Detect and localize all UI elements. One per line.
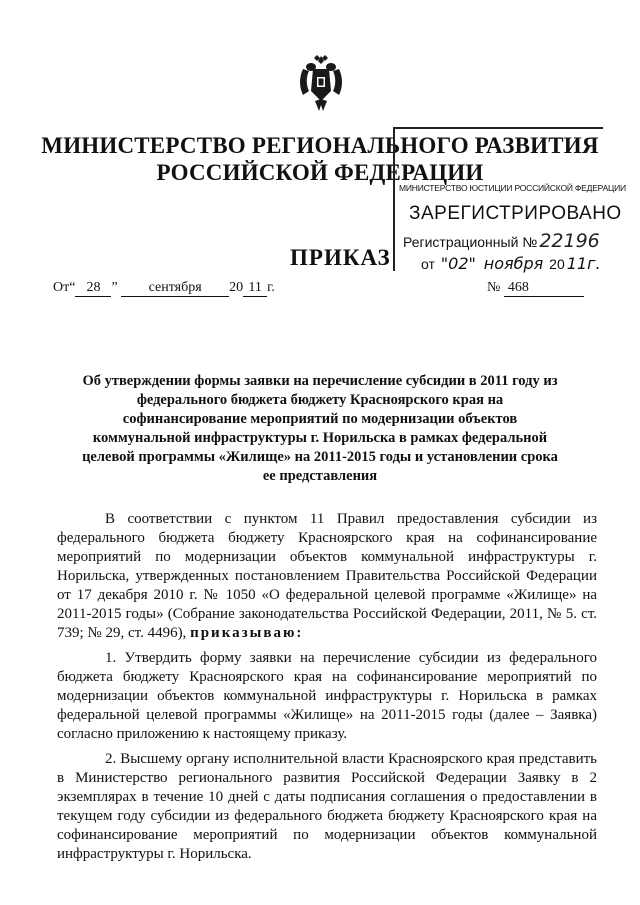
item-1-paragraph: 1. Утвердить форму заявки на перечисление субсидии из федерального бюджета бюджету Красноярского края на софинансирование мероприятий по модернизации объектов коммунальной инфраструктуры г. Норильска в рамках федеральной целевой программы «Жилище» на 2011-2015 годы (далее – Заявка) согласно приложению к настоящему приказу. bbox=[57, 650, 597, 742]
date-open-quote: “ bbox=[69, 280, 76, 295]
order-title: Об утверждении формы заявки на перечисление субсидии в 2011 году из федерального бюджета бюджету Красноярского края на софинансирование мероприятий по модернизации объектов коммунальной инфраструктуры г. Норильска в рамках федеральной целевой программы «Жилище» на 2011-2015 годы и установлении срока ее представления bbox=[82, 373, 558, 484]
stamp-reg-number-handwritten: 22196 bbox=[539, 230, 600, 252]
date-close-quote: ” bbox=[111, 280, 118, 295]
stamp-reg-label: Регистрационный № bbox=[403, 234, 538, 250]
registration-stamp bbox=[393, 127, 626, 273]
date-year-prefix: 20 bbox=[229, 280, 244, 295]
date-year: 11 bbox=[243, 280, 267, 297]
preamble-text: В соответствии с пунктом 11 Правил предоставления субсидии из федерального бюджета бюджету Красноярского края на софинансирование мероприятий по модернизации объектов коммунальной инфраструктуры г. Норильска, утвержденных постановлением Правительства Российской Федерации от 17 декабря 2010 г. № 1050 «О федеральной целевой программе «Жилище» на 2011-2015 годы» (Собрание законодательства Российской Федерации, 2011, № 5. ст. 739; № 29, ст. 4496), bbox=[57, 511, 597, 641]
date-prefix: От bbox=[53, 280, 70, 295]
date-year-suffix: г. bbox=[267, 280, 275, 295]
coat-of-arms-emblem bbox=[297, 55, 345, 113]
stamp-registration-number bbox=[403, 230, 600, 252]
preamble-paragraph bbox=[57, 510, 597, 643]
stamp-date-month: ноября bbox=[483, 254, 544, 273]
order-number-value: 468 bbox=[504, 280, 584, 297]
stamp-registration-date bbox=[421, 254, 603, 273]
ministry-name-line2: РОССИЙСКОЙ ФЕДЕРАЦИИ bbox=[156, 160, 484, 185]
stamp-date-year: 11г. bbox=[566, 254, 601, 273]
item-2-paragraph: 2. Высшему органу исполнительной власти Красноярского края представить в Министерство регионального развития Российской Федерации Заявку в 2 экземплярах в течение 10 дней с даты подписания соглашения о предоставлении в текущем году субсидии из федерального бюджета бюджету Красноярского края на софинансирование мероприятий по модернизации объектов коммунальной инфраструктуры г. Норильска. bbox=[57, 751, 597, 862]
order-word: приказываю: bbox=[190, 625, 304, 641]
order-number bbox=[487, 280, 584, 297]
order-number-label: № bbox=[487, 280, 501, 295]
stamp-date-prefix: от bbox=[421, 256, 435, 272]
document-type: ПРИКАЗ bbox=[290, 245, 391, 270]
date-day: 28 bbox=[75, 280, 111, 297]
stamp-ministry-of-justice: МИНИСТЕРСТВО ЮСТИЦИИ РОССИЙСКОЙ ФЕДЕРАЦИИ bbox=[399, 183, 626, 193]
stamp-date-year-prefix: 20 bbox=[549, 256, 565, 272]
order-body bbox=[57, 510, 597, 870]
stamp-registered-label: ЗАРЕГИСТРИРОВАНО bbox=[409, 203, 622, 224]
ministry-name-line1: МИНИСТЕРСТВО РЕГИОНАЛЬНОГО РАЗВИТИЯ bbox=[41, 133, 599, 158]
order-date bbox=[53, 280, 275, 297]
date-month: сентября bbox=[121, 280, 229, 297]
stamp-date-day: "02" bbox=[440, 254, 476, 273]
